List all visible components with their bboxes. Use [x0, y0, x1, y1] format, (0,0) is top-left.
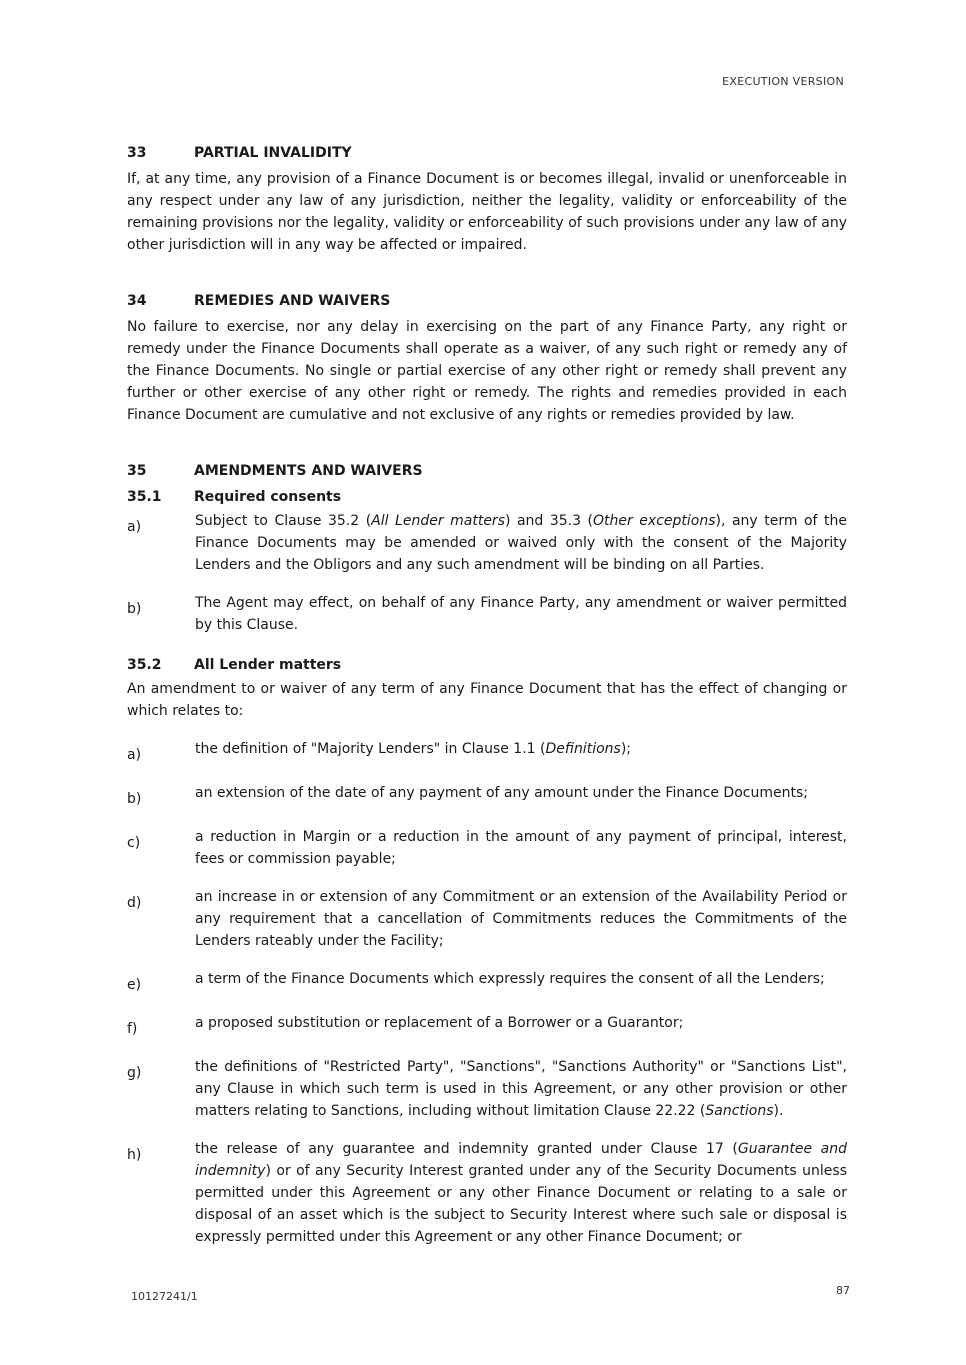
section-33-body: If, at any time, any provision of a Finance Document is or becomes illegal, invalid or unenforceable in any respect under any law of any jurisdiction, neither the legality, validity or enforceability of the remaining provisions nor the legality, validity or enforceability of such provisions under any law of any other jurisdiction will in any way be affected or impaired.	[127, 171, 847, 253]
list-item	[127, 886, 847, 952]
clause-number: 35.1	[127, 489, 162, 505]
item-label: a)	[127, 747, 142, 763]
section-33-heading	[127, 142, 847, 164]
item-label: a)	[127, 519, 142, 535]
item-text: the definitions of "Restricted Party", "Sanctions", "Sanctions Authority" or "Sanctions List", any Clause in which such term is used in this Agreement, or any other provision or other matters relating to Sanctions, including without limitation Clause 22.22 (Sanctions).	[195, 1059, 847, 1119]
list-item	[127, 826, 847, 870]
item-text: The Agent may effect, on behalf of any Finance Party, any amendment or waiver permitted by this Clause.	[195, 595, 847, 633]
item-label: f)	[127, 1021, 138, 1037]
item-text: an increase in or extension of any Commitment or an extension of the Availability Period or any requirement that a cancellation of Commitments reduces the Commitments of the Lenders rateably under the Facility;	[195, 889, 847, 949]
section-number: 33	[127, 145, 147, 161]
section-34-heading	[127, 290, 847, 312]
list-item	[127, 782, 847, 810]
section-number: 35	[127, 463, 147, 479]
clause-title: All Lender matters	[194, 657, 342, 673]
execution-version-label: EXECUTION VERSION	[722, 75, 844, 88]
item-label: h)	[127, 1147, 142, 1163]
item-text: a term of the Finance Documents which expressly requires the consent of all the Lenders;	[195, 971, 825, 987]
clause-35-1-heading	[127, 486, 847, 508]
list-item	[127, 1138, 847, 1248]
item-label: e)	[127, 977, 142, 993]
item-text: a proposed substitution or replacement of a Borrower or a Guarantor;	[195, 1015, 684, 1031]
section-number: 34	[127, 293, 147, 309]
list-item	[127, 510, 847, 576]
list-item	[127, 968, 847, 996]
item-text: Subject to Clause 35.2 (All Lender matters) and 35.3 (Other exceptions), any term of the Finance Documents may be amended or waived only with the consent of the Majority Lenders and the Obligors and any such amendment will be binding on all Parties.	[195, 513, 847, 573]
list-item	[127, 738, 847, 766]
clause-title: Required consents	[194, 489, 342, 505]
section-title: PARTIAL INVALIDITY	[194, 145, 352, 161]
section-title: AMENDMENTS AND WAIVERS	[194, 463, 423, 479]
page-number: 87	[836, 1284, 850, 1297]
list-item	[127, 1056, 847, 1122]
section-34-body: No failure to exercise, nor any delay in exercising on the part of any Finance Party, any right or remedy under the Finance Documents shall operate as a waiver, of any such right or remedy any of the Finance Documents. No single or partial exercise of any other right or remedy shall prevent any further or other exercise of any other right or remedy. The rights and remedies provided in each Finance Document are cumulative and not exclusive of any rights or remedies provided by law.	[127, 319, 847, 423]
item-text: an extension of the date of any payment of any amount under the Finance Documents;	[195, 785, 808, 801]
list-item	[127, 1012, 847, 1040]
document-reference: 10127241/1	[131, 1290, 198, 1303]
page-content	[127, 142, 847, 1264]
item-text: a reduction in Margin or a reduction in the amount of any payment of principal, interest, fees or commission payable;	[195, 829, 847, 867]
item-label: b)	[127, 791, 142, 807]
clause-number: 35.2	[127, 657, 162, 673]
item-label: g)	[127, 1065, 142, 1081]
item-label: d)	[127, 895, 142, 911]
item-label: c)	[127, 835, 141, 851]
section-title: REMEDIES AND WAIVERS	[194, 293, 391, 309]
clause-35-2-heading	[127, 654, 847, 676]
item-text: the release of any guarantee and indemnity granted under Clause 17 (Guarantee and indemnity) or of any Security Interest granted under any of the Security Documents unless permitted under this Agreement or any other Finance Document or relating to a sale or disposal of an asset which is the subject to Security Interest where such sale or disposal is expressly permitted under this Agreement or any other Finance Document; or	[195, 1141, 848, 1245]
item-text: the definition of "Majority Lenders" in Clause 1.1 (Definitions);	[195, 741, 631, 757]
list-item	[127, 592, 847, 636]
section-35-heading	[127, 460, 847, 482]
item-label: b)	[127, 601, 142, 617]
clause-35-2-intro: An amendment to or waiver of any term of any Finance Document that has the effect of changing or which relates to:	[127, 681, 847, 719]
